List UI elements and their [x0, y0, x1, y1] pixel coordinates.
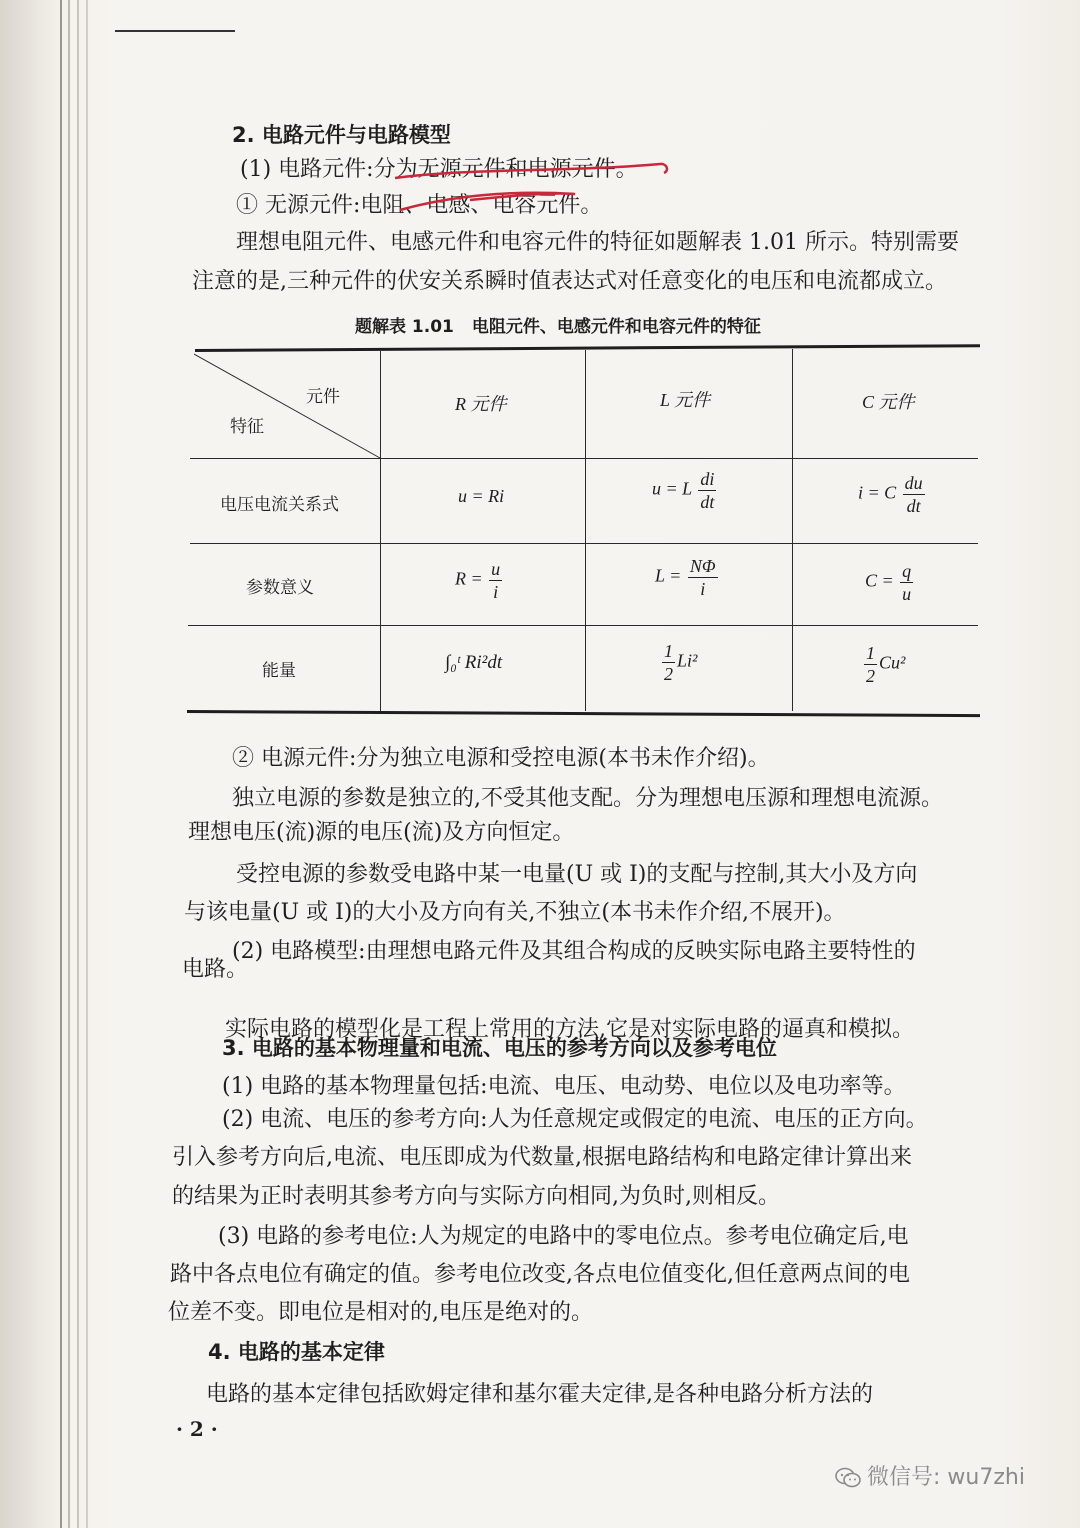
paragraph-basic-quantities: (1) 电路的基本物理量包括:电流、电压、电动势、电位以及电功率等。: [222, 1074, 906, 1099]
wechat-id: 微信号: wu7zhi: [867, 1465, 1025, 1490]
table-caption-number: 题解表 1.01: [355, 317, 454, 337]
formula-param-c-denominator: u: [902, 584, 912, 604]
formula-param-l: [655, 555, 720, 600]
paragraph-source-elements: ② 电源元件:分为独立电源和受控电源(本书未作介绍)。: [232, 746, 770, 771]
paragraph-reference-direction-2: 引入参考方向后,电流、电压即成为代数量,根据电路结构和电路定律计算出来: [172, 1145, 912, 1170]
table-header-l: L 元件: [660, 390, 711, 410]
formula-energy-l-denominator: 2: [664, 664, 673, 684]
table-corner-label-element: 元件: [306, 387, 340, 407]
paragraph-reference-potential-1: (3) 电路的参考电位:人为规定的电路中的零电位点。参考电位确定后,电: [218, 1224, 909, 1249]
formula-param-r-numerator: u: [491, 559, 501, 579]
wechat-watermark: [835, 1460, 1025, 1491]
paragraph-controlled-source-1: 受控电源的参数受电路中某一电量(U 或 I)的支配与控制,其大小及方向: [236, 862, 918, 887]
book-binding-edge: [0, 0, 95, 1528]
table-caption: [355, 312, 761, 337]
formula-vi-l-numerator: di: [700, 469, 715, 489]
formula-energy-c: [862, 642, 905, 687]
formula-param-r-denominator: i: [493, 582, 499, 602]
paragraph-basic-laws: 电路的基本定律包括欧姆定律和基尔霍夫定律,是各种电路分析方法的: [206, 1382, 873, 1407]
formula-vi-r: u = Ri: [458, 486, 505, 506]
table-row-label-param: 参数意义: [246, 578, 314, 598]
paragraph-independent-source: 独立电源的参数是独立的,不受其他支配。分为理想电压源和理想电流源。: [232, 786, 943, 811]
formula-vi-c-numerator: du: [904, 473, 923, 493]
paragraph-reference-direction-3: 的结果为正时表明其参考方向与实际方向相同,为负时,则相反。: [172, 1184, 780, 1209]
formula-energy-r: ∫₀ᵗ Ri²dt: [445, 652, 503, 673]
formula-param-c-prefix: C =: [865, 570, 894, 591]
formula-vi-c: [858, 472, 927, 517]
table-row-divider: [190, 543, 978, 544]
formula-param-r: [455, 558, 504, 603]
table-row-label-vi: 电压电流关系式: [220, 495, 339, 515]
paragraph-controlled-source-2: 与该电量(U 或 I)的大小及方向有关,不独立(本书未作介绍,不展开)。: [184, 900, 846, 925]
formula-energy-l-numerator: 1: [664, 641, 673, 661]
table-column-divider: [585, 350, 586, 711]
page-number: · 2 ·: [176, 1417, 218, 1441]
wechat-icon: [835, 1467, 861, 1489]
table-row-divider: [188, 625, 978, 626]
table-caption-text: 电阻元件、电感元件和电容元件的特征: [471, 317, 761, 337]
formula-param-l-denominator: i: [700, 579, 706, 599]
table-corner-diagonal: [194, 352, 382, 460]
formula-vi-c-denominator: dt: [906, 496, 921, 516]
formula-vi-c-prefix: i = C: [858, 482, 897, 503]
table-corner-label-feature: 特征: [230, 417, 264, 437]
paragraph-ideal-elements-1: 理想电阻元件、电感元件和电容元件的特征如题解表 1.01 所示。特别需要: [236, 230, 959, 255]
formula-energy-l-term: Li²: [677, 650, 698, 671]
formula-vi-l-prefix: u = L: [652, 478, 692, 499]
formula-param-r-prefix: R =: [455, 568, 483, 589]
formula-energy-c-denominator: 2: [866, 666, 875, 686]
formula-energy-c-term: Cu²: [879, 652, 906, 673]
table-header-r: R 元件: [455, 394, 507, 414]
paragraph-circuit-elements: (1) 电路元件:分为无源元件和电源元件。: [240, 157, 638, 182]
paragraph-circuit-model-2: 电路。: [182, 957, 249, 982]
paragraph-ideal-elements-2: 注意的是,三种元件的伏安关系瞬时值表达式对任意变化的电压和电流都成立。: [192, 269, 947, 294]
formula-vi-l: [652, 468, 718, 513]
table-column-divider: [792, 349, 793, 711]
formula-param-c: [865, 560, 915, 605]
section-heading-3: 3. 电路的基本物理量和电流、电压的参考方向以及参考电位: [222, 1036, 777, 1060]
paragraph-reference-potential-3: 位差不变。即电位是相对的,电压是绝对的。: [168, 1300, 593, 1325]
paragraph-modelling: 实际电路的模型化是工程上常用的方法,它是对实际电路的逼真和模拟。: [225, 1017, 914, 1042]
formula-vi-l-denominator: dt: [700, 492, 715, 512]
paragraph-reference-potential-2: 路中各点电位有确定的值。参考电位改变,各点电位值变化,但任意两点间的电: [170, 1262, 910, 1287]
red-pen-underline: [390, 150, 680, 220]
paragraph-ideal-source: 理想电压(流)源的电压(流)及方向恒定。: [188, 820, 575, 845]
table-header-c: C 元件: [862, 392, 915, 412]
paragraph-reference-direction-1: (2) 电流、电压的参考方向:人为任意规定或假定的电流、电压的正方向。: [222, 1107, 928, 1132]
paragraph-passive-elements: ① 无源元件:电阻、电感、电容元件。: [236, 193, 603, 218]
top-rule: [115, 30, 235, 32]
formula-param-l-numerator: NΦ: [689, 556, 716, 576]
formula-param-c-numerator: q: [902, 561, 912, 581]
paragraph-circuit-model-1: (2) 电路模型:由理想电路元件及其组合构成的反映实际电路主要特性的: [232, 939, 916, 964]
formula-energy-l: [660, 640, 697, 685]
formula-param-l-prefix: L =: [655, 565, 682, 586]
section-heading-2: 2. 电路元件与电路模型: [232, 123, 451, 147]
section-heading-4: 4. 电路的基本定律: [208, 1340, 385, 1364]
table-row-label-energy: 能量: [262, 661, 296, 681]
formula-energy-c-numerator: 1: [866, 643, 875, 663]
